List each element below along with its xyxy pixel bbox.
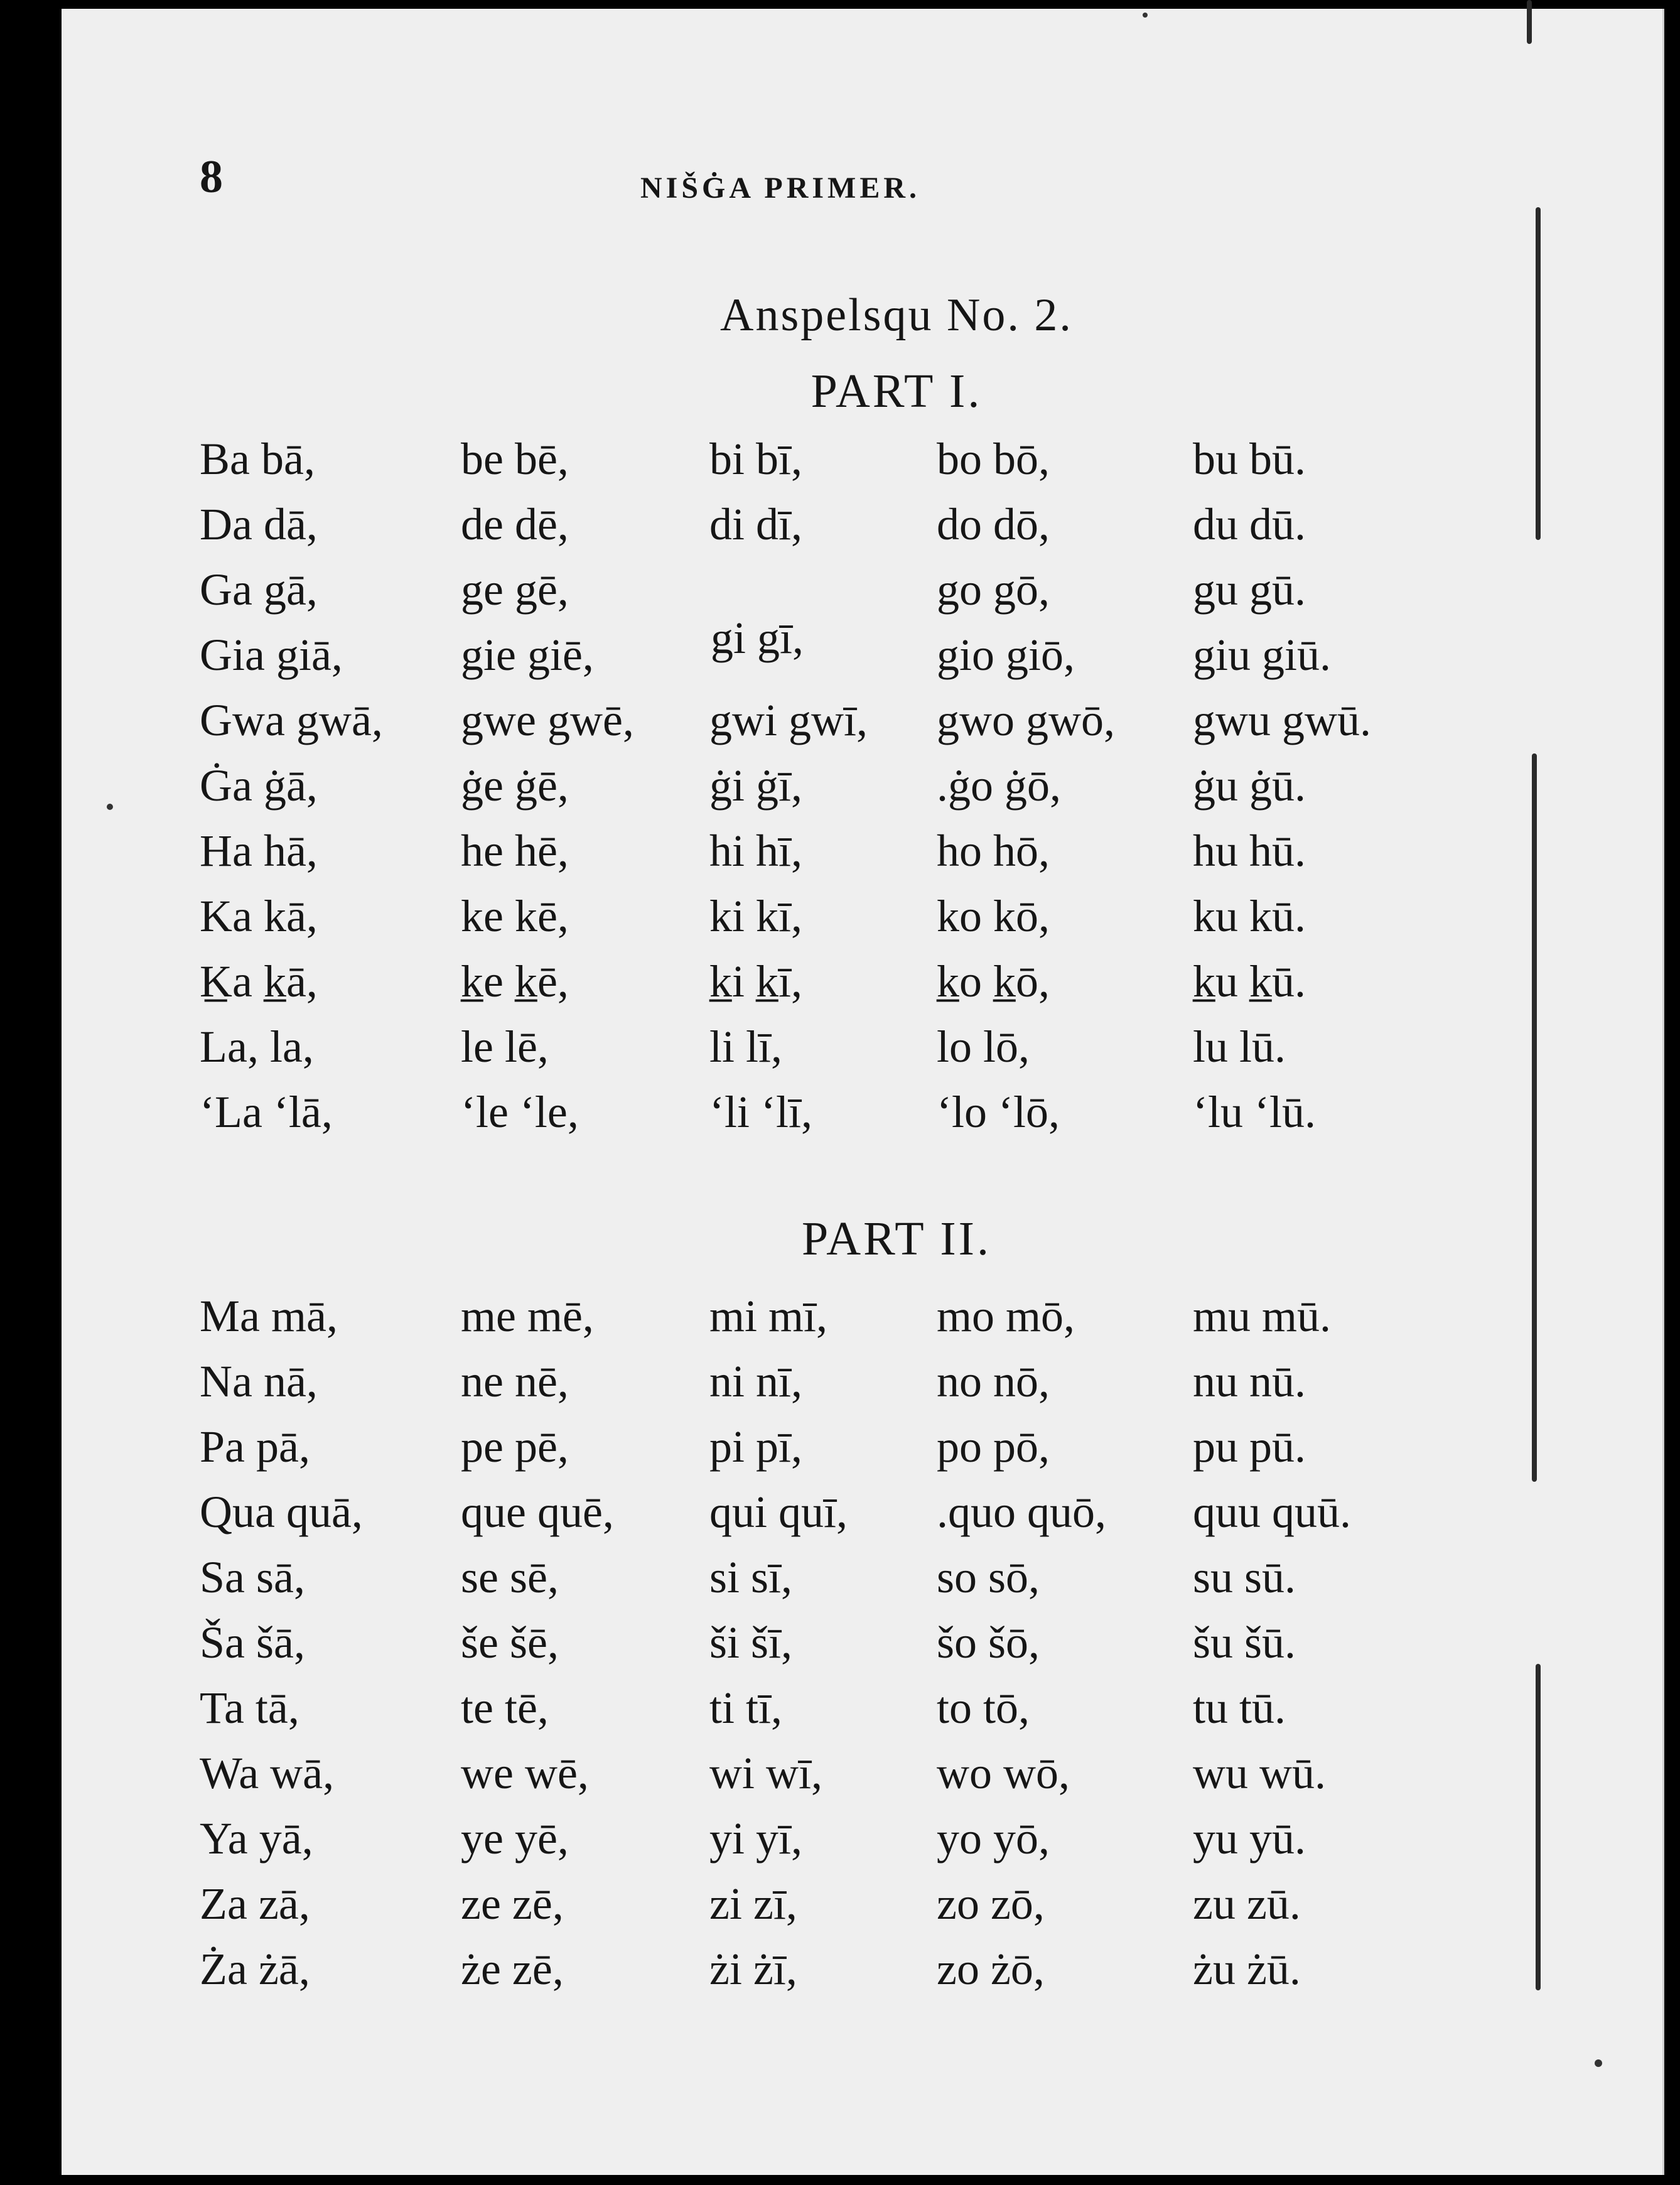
syllable-cell: k̲o k̲ō, [937,956,1050,1006]
syllable-cell: pi pī, [709,1422,803,1472]
syllable-cell: ni nī, [709,1356,803,1406]
syllable-cell: Gwa gwā, [200,695,383,745]
syllable-cell: mi mī, [709,1291,828,1341]
syllable-cell: go gō, [937,564,1050,615]
syllable-cell: qui quī, [709,1487,848,1537]
syllable-cell: que quē, [461,1487,614,1537]
syllable-cell: ‘lu ‘lū. [1193,1087,1316,1137]
syllable-cell: zo zō, [937,1879,1045,1929]
syllable-cell: so sō, [937,1552,1040,1602]
syllable-cell: Na nā, [200,1356,318,1406]
syllable-cell: yo yō, [937,1813,1050,1864]
syllable-cell: k̲u k̲ū. [1193,956,1306,1006]
syllable-cell: Ża żā, [200,1944,310,1994]
binding-mark [1536,1664,1541,1990]
syllable-cell: hi hī, [709,826,803,876]
syllable-cell: Ġa ġā, [200,760,318,811]
syllable-cell: gie giē, [461,630,594,680]
syllable-cell: k̲i k̲ī, [709,956,803,1006]
syllable-cell: ši šī, [709,1617,793,1668]
syllable-cell: ye yē, [461,1813,569,1864]
syllable-cell: lo lō, [937,1022,1030,1072]
syllable-cell: Ma mā, [200,1291,338,1341]
syllable-cell: gwi gwī, [709,695,868,745]
syllable-cell: lu lū. [1193,1022,1286,1072]
syllable-cell: gu gū. [1193,564,1306,615]
running-title: NIŠĠA PRIMER. [640,171,921,205]
syllable-cell: Pa pā, [200,1422,310,1472]
syllable-cell: Ha hā, [200,826,318,876]
speck [1143,13,1148,18]
syllable-cell: Za zā, [200,1879,310,1929]
syllable-cell: yu yū. [1193,1813,1306,1864]
syllable-cell: ku kū. [1193,891,1306,941]
syllable-cell: mo mō, [937,1291,1075,1341]
syllable-cell: ‘li ‘lī, [709,1087,812,1137]
syllable-cell: šu šū. [1193,1617,1296,1668]
syllable-cell: ‘lo ‘lō, [937,1087,1060,1137]
syllable-cell: k̲e k̲ē, [461,956,569,1006]
lesson-title: Anspelsqu No. 2. [720,289,1073,341]
syllable-cell: ge gē, [461,564,569,615]
syllable-cell: wi wī, [709,1748,822,1798]
binding-mark [1527,0,1532,44]
syllable-cell: Ya yā, [200,1813,313,1864]
syllable-cell: ho hō, [937,826,1050,876]
syllable-cell: do dō, [937,499,1050,549]
syllable-cell: Ka kā, [200,891,318,941]
syllable-cell: ġi ġī, [709,760,803,811]
syllable-cell: Ba bā, [200,434,315,484]
syllable-cell: ti tī, [709,1683,783,1733]
syllable-cell: gio giō, [937,630,1075,680]
syllable-cell: gwu gwū. [1193,695,1371,745]
syllable-cell: ne nē, [461,1356,569,1406]
syllable-cell: ‘La ‘lā, [200,1087,333,1137]
speck [107,804,113,810]
syllable-cell: bu bū. [1193,434,1306,484]
syllable-cell: si sī, [709,1552,793,1602]
syllable-cell: Qua quā, [200,1487,363,1537]
syllable-cell: su sū. [1193,1552,1296,1602]
syllable-cell: La, la, [200,1022,314,1072]
part-2-heading: PART II. [802,1212,991,1265]
syllable-cell: gwe gwē, [461,695,634,745]
speck [1595,2059,1602,2067]
syllable-cell: me mē, [461,1291,594,1341]
syllable-cell: quu quū. [1193,1487,1351,1537]
syllable-cell: ze zē, [461,1879,564,1929]
syllable-cell: K̲a k̲ā, [200,956,318,1006]
syllable-cell: di dī, [709,499,803,549]
syllable-cell: nu nū. [1193,1356,1306,1406]
syllable-cell: zu zū. [1193,1879,1301,1929]
syllable-cell: Da dā, [200,499,318,549]
syllable-cell: .ġo ġō, [937,760,1061,811]
syllable-cell: wo wō, [937,1748,1070,1798]
syllable-cell: wu wū. [1193,1748,1326,1798]
syllable-cell: bi bī, [709,434,803,484]
syllable-cell: še šē, [461,1617,559,1668]
syllable-cell: tu tū. [1193,1683,1286,1733]
syllable-cell: li lī, [709,1022,783,1072]
binding-mark [1532,753,1537,1482]
syllable-cell: ke kē, [461,891,569,941]
syllable-cell: pu pū. [1193,1422,1306,1472]
syllable-cell: pe pē, [461,1422,569,1472]
syllable-cell: be bē, [461,434,569,484]
syllable-cell: zi zī, [709,1879,797,1929]
syllable-cell: żu żū. [1193,1944,1301,1994]
syllable-cell: bo bō, [937,434,1050,484]
syllable-cell: Ta tā, [200,1683,299,1733]
syllable-cell: le lē, [461,1022,549,1072]
syllable-cell: ġu ġū. [1193,760,1306,811]
syllable-cell: du dū. [1193,499,1306,549]
syllable-cell: to tō, [937,1683,1030,1733]
syllable-cell: ġe ġē, [461,760,569,811]
syllable-cell: te tē, [461,1683,549,1733]
syllable-cell: gwo gwō, [937,695,1115,745]
syllable-cell: że zē, [461,1944,564,1994]
syllable-cell: mu mū. [1193,1291,1332,1341]
syllable-cell: ki kī, [709,891,803,941]
syllable-cell: po pō, [937,1422,1050,1472]
syllable-cell: Gia giā, [200,630,343,680]
syllable-cell: zo żō, [937,1944,1045,1994]
syllable-cell-merged: gi gī, [711,613,804,663]
syllable-cell: de dē, [461,499,569,549]
syllable-cell: he hē, [461,826,569,876]
syllable-cell: Ša šā, [200,1617,305,1668]
syllable-cell: šo šō, [937,1617,1040,1668]
part-1-heading: PART I. [810,365,983,418]
syllable-cell: we wē, [461,1748,589,1798]
syllable-cell: Ga gā, [200,564,318,615]
syllable-cell: yi yī, [709,1813,803,1864]
syllable-cell: ko kō, [937,891,1050,941]
syllable-cell: Sa sā, [200,1552,305,1602]
syllable-cell: hu hū. [1193,826,1306,876]
syllable-cell: giu giū. [1193,630,1332,680]
syllable-cell: .quo quō, [937,1487,1106,1537]
syllable-cell: żi żī, [709,1944,797,1994]
syllable-cell: Wa wā, [200,1748,335,1798]
syllable-cell: no nō, [937,1356,1050,1406]
page-number: 8 [200,151,223,203]
syllable-cell: se sē, [461,1552,559,1602]
syllable-cell: ‘le ‘le, [461,1087,579,1137]
